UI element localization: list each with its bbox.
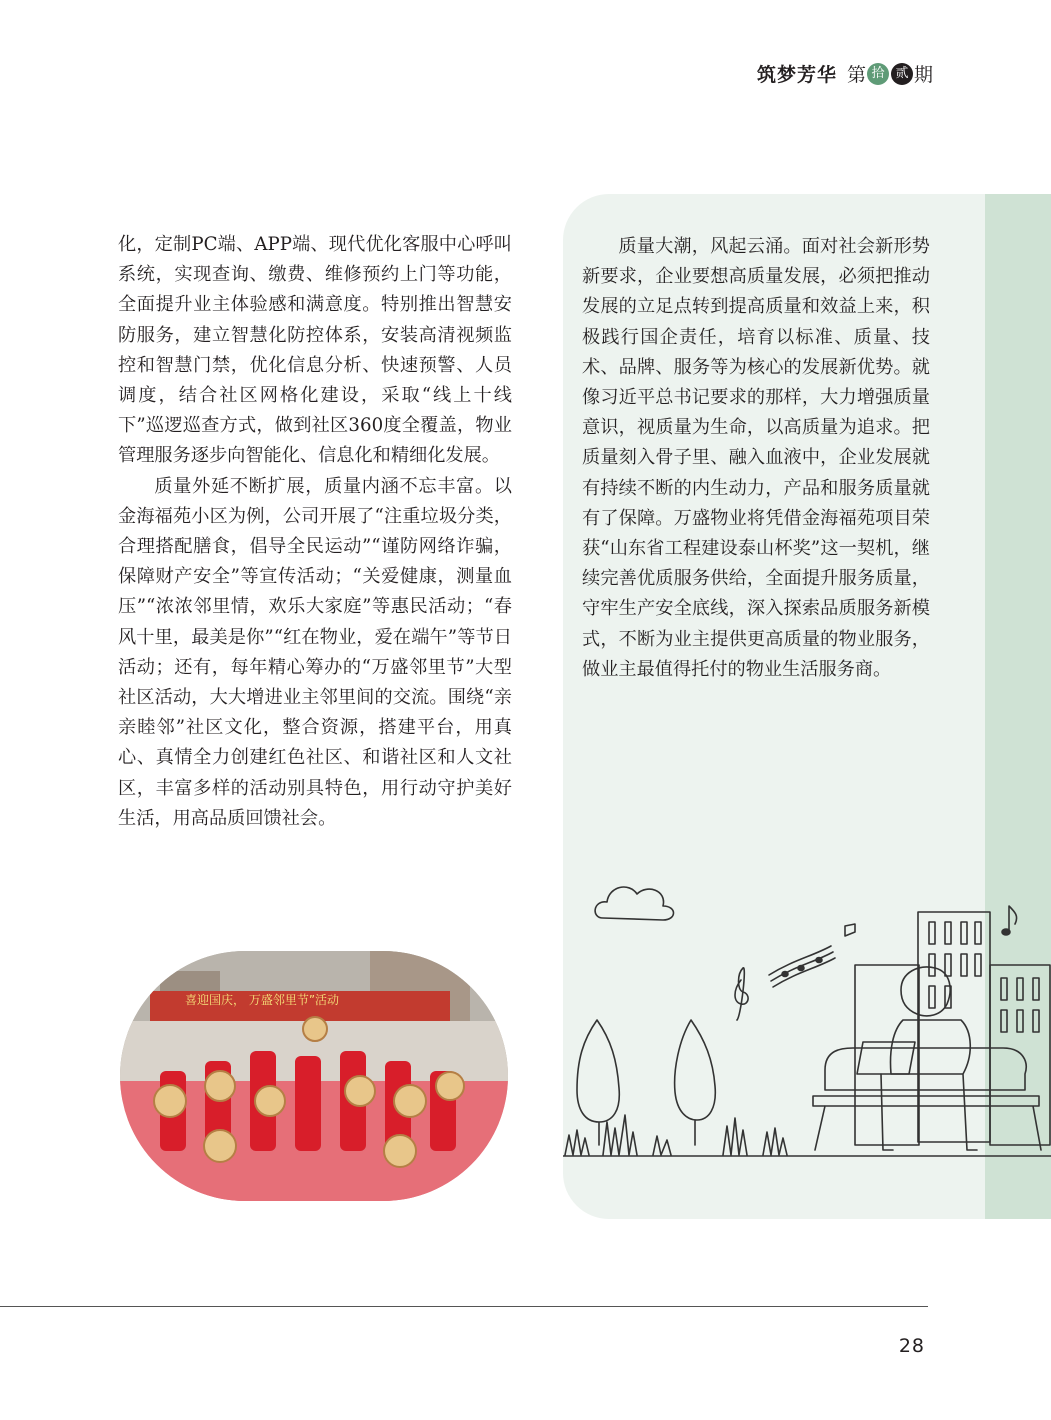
tree-left — [577, 1020, 619, 1145]
page-number: 28 — [898, 1335, 925, 1357]
community-event-photo — [120, 951, 508, 1201]
issue-suffix: 期 — [913, 64, 933, 86]
treble-clef-icon — [735, 968, 748, 1020]
event-banner-text: 喜迎国庆， 万盛邻里节”活动 — [185, 993, 340, 1007]
cloud-icon — [595, 887, 673, 920]
magazine-title: 筑梦芳华 — [756, 64, 837, 86]
bench — [813, 1048, 1041, 1150]
music-note-icon — [1009, 906, 1017, 930]
park-bench-illustration — [563, 860, 1051, 1170]
issue-number-badge-1: 拾 — [867, 63, 889, 85]
footer-rule — [0, 1306, 928, 1307]
tree-middle — [675, 1020, 716, 1145]
right-text-column — [582, 232, 930, 685]
left-paragraph-2: 质量外延不断扩展，质量内涵不忘丰富。以金海福苑小区为例，公司开展了“注重垃圾分类，合理搭配膳食，倡导全民运动”“谨防网络诈骗，保障财产安全”等宣传活动；“关爱健康，测量血压”“浓浓邻里情，欢乐大家庭”等惠民活动；“春风十里，最美是你”“红在物业，爱在端午”等节日活动；还有，每年精心筹办的“万盛邻里节”大型社区活动，大大增进业主邻里间的交流。围绕“亲亲睦邻”社区文化，整合资源，搭建平台，用真心、真情全力创建红色社区、和谐社区和人文社区，丰富多样的活动别具特色，用行动守护美好生活，用高品质回馈社会。 — [118, 475, 512, 829]
building-tall — [918, 912, 990, 1142]
laptop-icon — [857, 1042, 915, 1074]
left-paragraph-1: 化，定制PC端、APP端、现代优化客服中心呼叫系统，实现查询、缴费、维修预约上门等功能，全面提升业主体验感和满意度。特别推出智慧安防服务，建立智慧化防控体系，安装高清视频监控和智慧门禁，优化信息分析、快速预警、人员调度，结合社区网格化建设，采取“线上十线下”巡逻巡查方式，做到社区360度全覆盖，物业管理服务逐步向智能化、信息化和精细化发展。 — [118, 234, 512, 467]
building-left — [855, 965, 919, 1145]
issue-prefix: 第 — [846, 64, 866, 86]
magazine-header — [757, 60, 933, 87]
left-text-column — [118, 230, 512, 834]
building-right — [990, 965, 1050, 1145]
issue-number-badge-2: 贰 — [891, 63, 913, 85]
right-paragraph-1: 质量大潮，风起云涌。面对社会新形势新要求，企业要想高质量发展，必须把推动发展的立足点转到提高质量和效益上来，积极践行国企责任，培育以标准、质量、技术、品牌、服务等为核心的发展新优势。就像习近平总书记要求的那样，大力增强质量意识，视质量为生命，以高质量为追求。把质量刻入骨子里、融入血液中，企业发展就有持续不断的内生动力，产品和服务质量就有了保障。万盛物业将凭借金海福苑项目荣获“山东省工程建设泰山杯奖”这一契机，继续完善优质服务供给，全面提升服务质量，守牢生产安全底线，深入探索品质服务新模式，不断为业主提供更高质量的物业服务，做业主最值得托付的物业生活服务商。 — [582, 236, 930, 680]
issue-label — [847, 60, 933, 87]
building-windows — [929, 922, 981, 1008]
